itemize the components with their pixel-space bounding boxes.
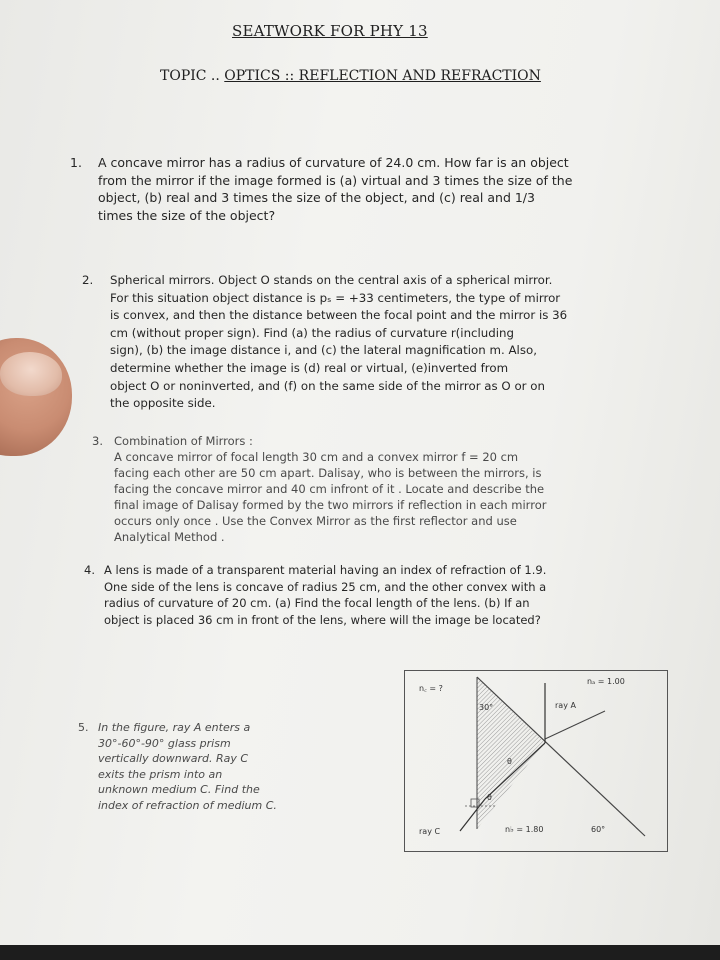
page-title: SEATWORK FOR PHY 13: [232, 22, 428, 40]
topic-line: [160, 68, 541, 84]
nb-label: n♭ = 1.80: [505, 825, 544, 834]
question-number: 1.: [70, 155, 82, 170]
thumbnail-nail: [0, 352, 62, 396]
question-1: [70, 154, 678, 224]
question-text: A concave mirror has a radius of curvature of 24.0 cm. How far is an object from the mirror if the image formed is (a) virtual and 3 times the size of the object, (b) real and 3 times the size of the object, and (c) real and 1/3 times the size of the object?: [98, 155, 573, 223]
question-text: A lens is made of a transparent material having an index of refraction of 1.9. One side of the lens is concave of radius 25 cm, and the other convex with a radius of curvature of 20 cm. (a) Find the focal length of the lens. (b) If an object is placed 36 cm in front of the lens, where will the image be located?: [104, 563, 547, 627]
question-number: 5.: [78, 721, 89, 734]
question-number: 2.: [82, 273, 94, 287]
theta-1-label: θ: [507, 757, 512, 766]
normal-line: [545, 711, 605, 739]
question-5: [78, 720, 368, 813]
question-text: Spherical mirrors. Object O stands on the central axis of a spherical mirror. For this situation object distance is pₛ = +33 centimeters, the type of mirror is convex, and then the distance between the focal point and the mirror is 36 cm (without proper sign). Find (a) the radius of curvature r(including sign), (b) the image distance i, and (c) the lateral magnification m. Also, determine whether the image is (d) real or virtual, (e)inverted from object O or noninverted, and (f) on the same side of the mirror as O or on the opposite side.: [110, 273, 568, 411]
nc-label: n꜀ = ?: [419, 684, 443, 693]
topic-main: OPTICS :: REFLECTION AND REFRACTION: [224, 68, 541, 84]
question-number: 3.: [92, 434, 103, 448]
question-text: In the figure, ray A enters a 30°-60°-90° glass prism vertically downward. Ray C exits the prism into an unknown medium C. Find the index of refraction of medium C.: [98, 721, 277, 812]
question-3: [92, 433, 674, 545]
ray-c-label: ray C: [419, 827, 441, 836]
prism-diagram: [405, 671, 667, 851]
question-text: Combination of Mirrors : A concave mirror of focal length 30 cm and a convex mirror f = 20 cm facing each other are 50 cm apart. Dalisay, who is between the mirrors, is facing the concave mirror and 40 cm infront of it . Locate and describe the final image of Dalisay formed by the two mirrors if reflection in each mirror occurs only once . Use the Convex Mirror as the first reflector and use Analytical Method .: [114, 434, 547, 544]
background-surface: [0, 945, 720, 960]
topic-prefix: TOPIC ..: [160, 68, 220, 84]
question-2: [82, 272, 670, 413]
angle-60-label: 60°: [591, 825, 606, 834]
question-number: 4.: [84, 563, 95, 577]
ray-a-label: ray A: [555, 701, 576, 710]
na-label: nₐ = 1.00: [587, 677, 625, 686]
angle-30-label: 30°: [479, 703, 494, 712]
question-4: [84, 562, 674, 628]
prism-figure: [404, 670, 668, 852]
theta-2-label: θ: [487, 793, 492, 802]
